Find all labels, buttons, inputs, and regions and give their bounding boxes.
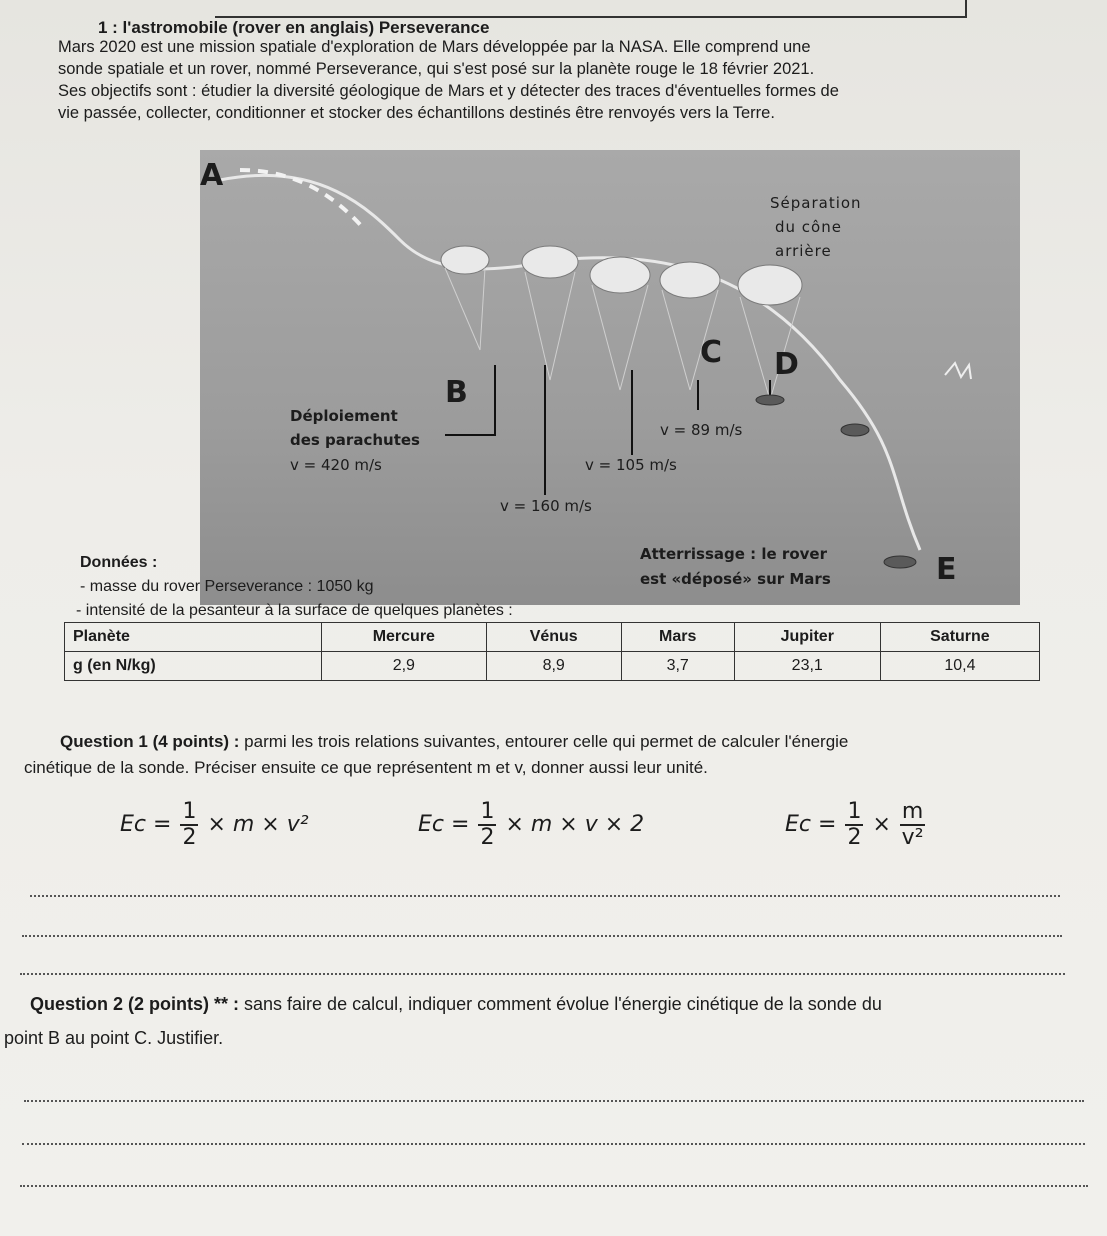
f3-m: m — [901, 799, 924, 824]
question-1 — [60, 730, 848, 754]
intro-line-1: Mars 2020 est une mission spatiale d'exploration de Mars développée par la NASA. Elle comprend une — [58, 38, 811, 56]
q2-text: sans faire de calcul, indiquer comment évolue l'énergie cinétique de la sonde du — [239, 994, 882, 1014]
table-planet-1: Vénus — [486, 623, 621, 652]
parachute-5 — [738, 265, 802, 305]
f1-half — [180, 800, 198, 850]
f1-num: 1 — [182, 799, 197, 824]
gravity-table — [64, 622, 1040, 681]
f3-mv-fraction — [900, 800, 925, 850]
f3-half — [845, 800, 863, 850]
table-row-label: g (en N/kg) — [65, 652, 322, 681]
f2-den: 2 — [480, 825, 495, 850]
intro-text — [58, 36, 1068, 124]
data-block — [76, 552, 513, 622]
landing-label-1: Atterrissage : le rover — [640, 545, 827, 563]
table-planet-2: Mars — [621, 623, 734, 652]
parachute-1 — [441, 246, 489, 274]
f3-num: 1 — [847, 799, 862, 824]
table-value-1: 8,9 — [486, 652, 621, 681]
question-2 — [30, 992, 882, 1016]
parachute-4 — [660, 262, 720, 298]
point-e-label: E — [936, 552, 957, 587]
table-planet-0: Mercure — [322, 623, 487, 652]
table-value-4: 10,4 — [880, 652, 1039, 681]
f1-lhs: Ec = — [120, 812, 172, 837]
table-value-row — [65, 652, 1040, 681]
velocity-420: v = 420 m/s — [290, 456, 382, 474]
f1-den: 2 — [182, 825, 197, 850]
exercise-title: 1 : l'astromobile (rover en anglais) Perseverance — [98, 18, 490, 37]
q1-line-2: cinétique de la sonde. Préciser ensuite ce que représentent m et v, donner aussi leur unité. — [24, 758, 708, 777]
intro-line-2: sonde spatiale et un rover, nommé Perseverance, qui s'est posé sur la planète rouge le 18 février 2021. — [58, 60, 815, 78]
separation-label-2: du cône — [775, 218, 842, 236]
table-header-row — [65, 623, 1040, 652]
f2-rhs: × m × v × 2 — [505, 812, 645, 837]
answer-line-5[interactable] — [22, 1143, 1085, 1145]
point-d-label: D — [774, 347, 799, 382]
data-mass: - masse du rover Perseverance : 1050 kg — [80, 578, 374, 595]
formula-1[interactable] — [120, 800, 309, 850]
deploy-label-2: des parachutes — [290, 431, 420, 449]
data-heading: Données : — [80, 554, 158, 571]
intro-line-4: vie passée, collecter, conditionner et stocker des échantillons destinés être renvoyés vers la Terre. — [58, 104, 775, 122]
deploy-label-1: Déploiement — [290, 407, 398, 425]
landing-label-2: est «déposé» sur Mars — [640, 570, 831, 588]
table-header-label: Planète — [65, 623, 322, 652]
answer-line-1[interactable] — [30, 895, 1060, 897]
data-gravity: - intensité de la pesanteur à la surface de quelques planètes : — [76, 602, 513, 619]
f3-den: 2 — [847, 825, 862, 850]
answer-line-3[interactable] — [20, 973, 1065, 975]
answer-line-6[interactable] — [20, 1185, 1088, 1187]
answer-line-2[interactable] — [22, 935, 1062, 937]
velocity-160: v = 160 m/s — [500, 497, 592, 515]
parachute-2 — [522, 246, 578, 278]
diagram-background — [200, 150, 1020, 605]
answer-line-4[interactable] — [24, 1100, 1084, 1102]
q2-label: Question 2 (2 points) ** : — [30, 994, 240, 1014]
velocity-89: v = 89 m/s — [660, 421, 743, 439]
f2-lhs: Ec = — [418, 812, 470, 837]
f3-lhs: Ec = — [785, 812, 837, 837]
f3-v2: v² — [901, 825, 924, 850]
separation-label-1: Séparation — [770, 194, 862, 212]
point-b-label: B — [445, 375, 468, 410]
f3-times: × — [872, 812, 891, 837]
f1-rhs: × m × v² — [207, 812, 309, 837]
descent-diagram — [200, 150, 1020, 605]
q2-line-2: point B au point C. Justifier. — [4, 1028, 224, 1048]
f2-half — [478, 800, 496, 850]
table-value-3: 23,1 — [734, 652, 880, 681]
parachute-3 — [590, 257, 650, 293]
intro-line-3: Ses objectifs sont : étudier la diversité géologique de Mars et y détecter des traces d'éventuelles formes de — [58, 82, 839, 100]
formula-3[interactable] — [785, 800, 927, 850]
header-box — [215, 0, 967, 18]
table-planet-4: Saturne — [880, 623, 1039, 652]
formula-2[interactable] — [418, 800, 644, 850]
table-planet-3: Jupiter — [734, 623, 880, 652]
velocity-105: v = 105 m/s — [585, 456, 677, 474]
q1-text: parmi les trois relations suivantes, entourer celle qui permet de calculer l'énergie — [239, 732, 849, 751]
separation-label-3: arrière — [775, 242, 832, 260]
descent-illustration — [200, 150, 1020, 605]
table-value-2: 3,7 — [621, 652, 734, 681]
f2-num: 1 — [480, 799, 495, 824]
point-c-label: C — [700, 335, 723, 370]
point-a-label: A — [200, 158, 224, 193]
table-value-0: 2,9 — [322, 652, 487, 681]
q1-label: Question 1 (4 points) : — [60, 732, 240, 751]
